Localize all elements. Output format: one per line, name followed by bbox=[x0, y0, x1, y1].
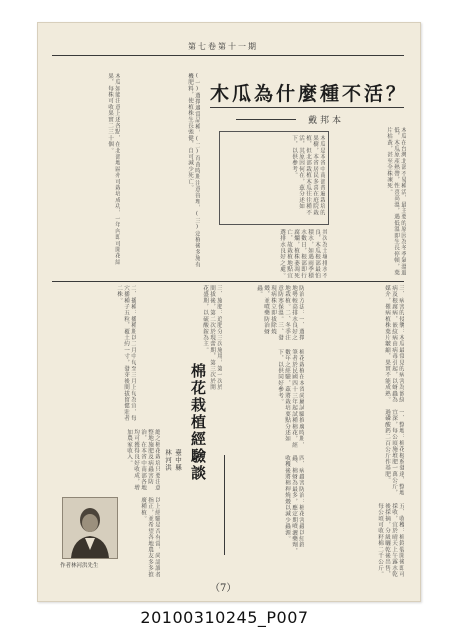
article2-title: 棉花栽植經驗談 bbox=[189, 363, 207, 482]
article2-col-6: 五、收穫：棉鈴裂開後即可採收，宜於晴天上午露水乾後採摘，分級曬乾後出售，每公頃可收籽棉二千公斤。 bbox=[377, 503, 404, 578]
page-number: （7） bbox=[210, 583, 237, 594]
article1-col-5: (一)選擇適當品種，(二)育苗時期注意管理，(三)定植後多施有機肥料，使植株生長強健，自可減少死亡。 bbox=[187, 73, 200, 268]
article2-col-1: 棉花栽植在本省尚屬試驗推廣時期，筆者於民國四十三年起試種棉花，經數年之經驗，茲將栽培要點分述如下，以供同好參考。 bbox=[277, 349, 304, 449]
article2-title-left-rule bbox=[224, 455, 225, 555]
article1-col-3: 三、病害的侵襲：木瓜最常見的病害為嵌紋病及根腐病，嵌紋病由病毒引起，以蚜蟲為媒介，罹病植株葉片皺縮，果實不能成熟。 bbox=[384, 285, 404, 403]
portrait-image bbox=[63, 498, 117, 558]
article1-intro-box bbox=[219, 131, 329, 225]
article1-col-1: 木瓜在台灣北部不易種活，最主要的原因為冬季氣溫過低，木瓜原產熱帶，性喜高溫，遇低溫即生長停頓，葉片枯黃，甚至全株凍死。 bbox=[386, 127, 406, 276]
archive-id-label: 20100310245_P007 bbox=[140, 608, 309, 627]
article2-author-county: 臺中縣 bbox=[174, 449, 182, 472]
article1-col-2: 其次為土壤排水不良，木瓜根部最怕積水，如遇雨季積水數日，根部即行腐爛，植株萎凋死亡，故栽植地點宜選排水良好之處。 bbox=[279, 229, 327, 279]
magazine-page bbox=[37, 22, 421, 602]
header-rule bbox=[52, 55, 404, 56]
author-dash bbox=[236, 119, 296, 120]
article2-author-name: 林河洪 bbox=[164, 449, 172, 472]
article2-col-3: 二、播種：播種期以二月中旬至三月上旬為宜，每穴播種子五粒，覆土約一寸，發芽後間拔留健壯者二株。 bbox=[116, 285, 136, 422]
article2-col-8: 以上經驗是否有當，尚請讀者指正，並希望各地農友多多推廣種植。 bbox=[140, 497, 160, 578]
photo-caption: 作者林河洪先生 bbox=[60, 563, 99, 569]
article2-col-2: 一、整地：棉花根系發達，整地宜深，每公頃施堆肥一萬公斤，過磷酸鈣二百公斤作基肥。 bbox=[384, 409, 404, 496]
article1-col-6: 木瓜如能注意上述各點，在北部地區亦可栽培成功，一年內即可開花結果，每株可收果實二三十個。 bbox=[107, 73, 120, 266]
author-photo bbox=[62, 497, 118, 559]
article1-col-4: 防治方法：一、選擇地勢較高排水良好之地栽植。二、冬季注意防寒保溫。三、發現病株立即拔除燒燬，並噴藥防治蚜蟲。 bbox=[256, 285, 304, 341]
article1-author: 戴邦本 bbox=[308, 116, 345, 126]
article1-intro-text: 木瓜是本省中南部普遍栽培的果樹，本省居民多喜在庭院栽植，但北部栽植木瓜往往種不活，其原因何在，茲分述如下，以供參考。 bbox=[291, 135, 325, 216]
header-volume-issue: 第七卷第十一期 bbox=[188, 42, 258, 51]
article2-col-4: 三、施肥：追肥分三次施用，第一次於間拔後，第二次於現蕾期，第三次於開花盛期，以硫酸銨為主。 bbox=[202, 285, 222, 391]
section-divider bbox=[52, 281, 404, 282]
article2-col-7: 總之棉花栽培只要注意整地施肥及病蟲害防治，在本省中南部各地均可獲得良好收成，增加農家收入。 bbox=[126, 429, 160, 491]
title-underline bbox=[210, 107, 404, 108]
article2-col-5: 四、病蟲害防治：棉花害蟲以紅鈴蟲、棉蚜為最多，應定期噴灑藥劑，收穫後將棉稈燒燬以減少蟲源。 bbox=[284, 455, 304, 555]
article1-title: 木瓜為什麼種不活？ bbox=[210, 83, 409, 105]
